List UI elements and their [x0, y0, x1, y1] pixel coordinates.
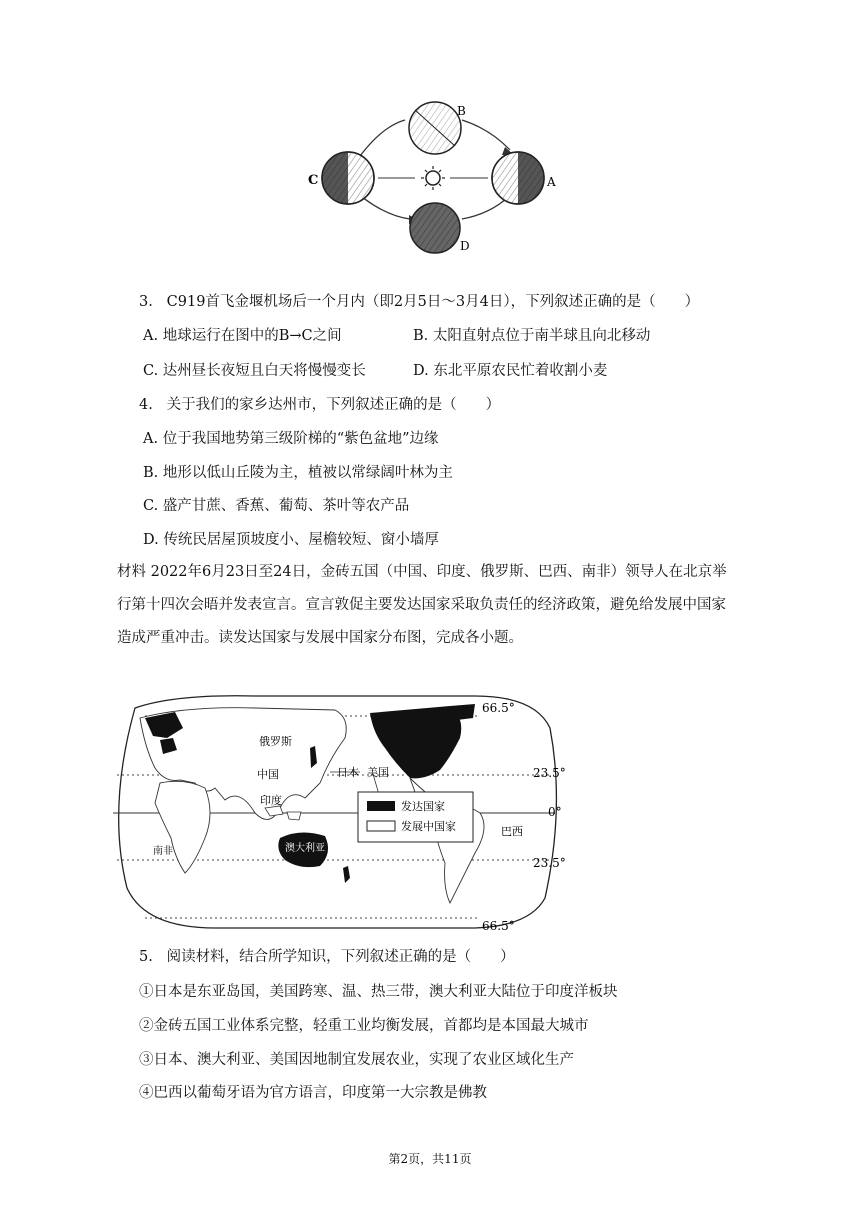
legend-swatch-developed — [367, 801, 395, 811]
q5-statement-4: ④巴西以葡萄牙语为官方语言，印度第一大宗教是佛教 — [139, 1085, 487, 1101]
legend-swatch-developing — [367, 821, 395, 831]
earth-position-c — [322, 152, 374, 204]
sun-icon — [421, 166, 445, 190]
label-usa: 美国 — [367, 766, 389, 779]
q3-stem: 3. C919首飞金堰机场后一个月内（即2月5日～3月4日），下列叙述正确的是（ ） — [139, 294, 700, 310]
earth-position-d — [410, 203, 460, 253]
label-china: 中国 — [257, 768, 279, 781]
lat-label-23-n: 23.5° — [533, 766, 566, 780]
q3-option-a: A. 地球运行在图中的B→C之间 — [143, 328, 342, 344]
q3-option-c: C. 达州昼长夜短且白天将慢慢变长 — [143, 363, 366, 379]
lat-label-23-s: 23.5° — [533, 856, 566, 870]
q4-option-d: D. 传统民居屋顶坡度小、屋檐较短、窗小墙厚 — [143, 532, 439, 548]
label-a: A — [547, 175, 556, 189]
earth-orbit-figure — [300, 95, 570, 255]
page-number: 第2页，共11页 — [388, 1152, 472, 1166]
legend-developing: 发展中国家 — [401, 820, 456, 833]
q4-option-a: A. 位于我国地势第三级阶梯的“紫色盆地”边缘 — [143, 431, 439, 447]
q3-option-d: D. 东北平原农民忙着收割小麦 — [413, 363, 608, 379]
lat-label-66-n: 66.5° — [482, 701, 515, 715]
q4-stem: 4. 关于我们的家乡达州市，下列叙述正确的是（ ） — [139, 397, 501, 413]
label-south-africa: 南非 — [153, 846, 173, 857]
map-legend — [358, 792, 473, 842]
label-b: B — [457, 104, 466, 118]
lat-label-equator: 0° — [548, 805, 562, 819]
q4-option-b: B. 地形以低山丘陵为主，植被以常绿阔叶林为主 — [143, 465, 453, 481]
q5-stem: 5. 阅读材料，结合所学知识，下列叙述正确的是（ ） — [139, 949, 515, 965]
label-brazil: 巴西 — [501, 825, 523, 838]
q4-option-c: C. 盛产甘蔗、香蕉、葡萄、茶叶等农产品 — [143, 498, 410, 514]
label-russia: 俄罗斯 — [259, 735, 292, 748]
label-india: 印度 — [260, 794, 282, 807]
q3-option-b: B. 太阳直射点位于南半球且向北移动 — [413, 328, 651, 344]
lat-label-66-s: 66.5° — [482, 919, 515, 933]
q5-statement-3: ③日本、澳大利亚、美国因地制宜发展农业，实现了农业区域化生产 — [139, 1052, 574, 1068]
q5-statement-1: ①日本是东亚岛国，美国跨寒、温、热三带，澳大利亚大陆位于印度洋板块 — [139, 984, 618, 1000]
label-d: D — [460, 239, 470, 253]
earth-position-a — [492, 152, 544, 204]
label-australia: 澳大利亚 — [285, 843, 325, 854]
label-c: C — [308, 173, 319, 188]
label-japan: 日本 — [337, 766, 359, 779]
world-map — [105, 688, 585, 938]
q5-statement-2: ②金砖五国工业体系完整，轻重工业均衡发展，首都均是本国最大城市 — [139, 1018, 589, 1034]
earth-position-b — [409, 102, 461, 154]
material-text: 材料 2022年6月23日至24日，金砖五国（中国、印度、俄罗斯、巴西、南非）领导人在北京举行第十四次会晤并发表宣言。宣言敦促主要发达国家采取负责任的经济政策，避免给发展中国家造成严重冲击。读发达国家与发展中国家分布图，完成各小题。 — [117, 564, 727, 646]
legend-developed: 发达国家 — [401, 800, 445, 813]
